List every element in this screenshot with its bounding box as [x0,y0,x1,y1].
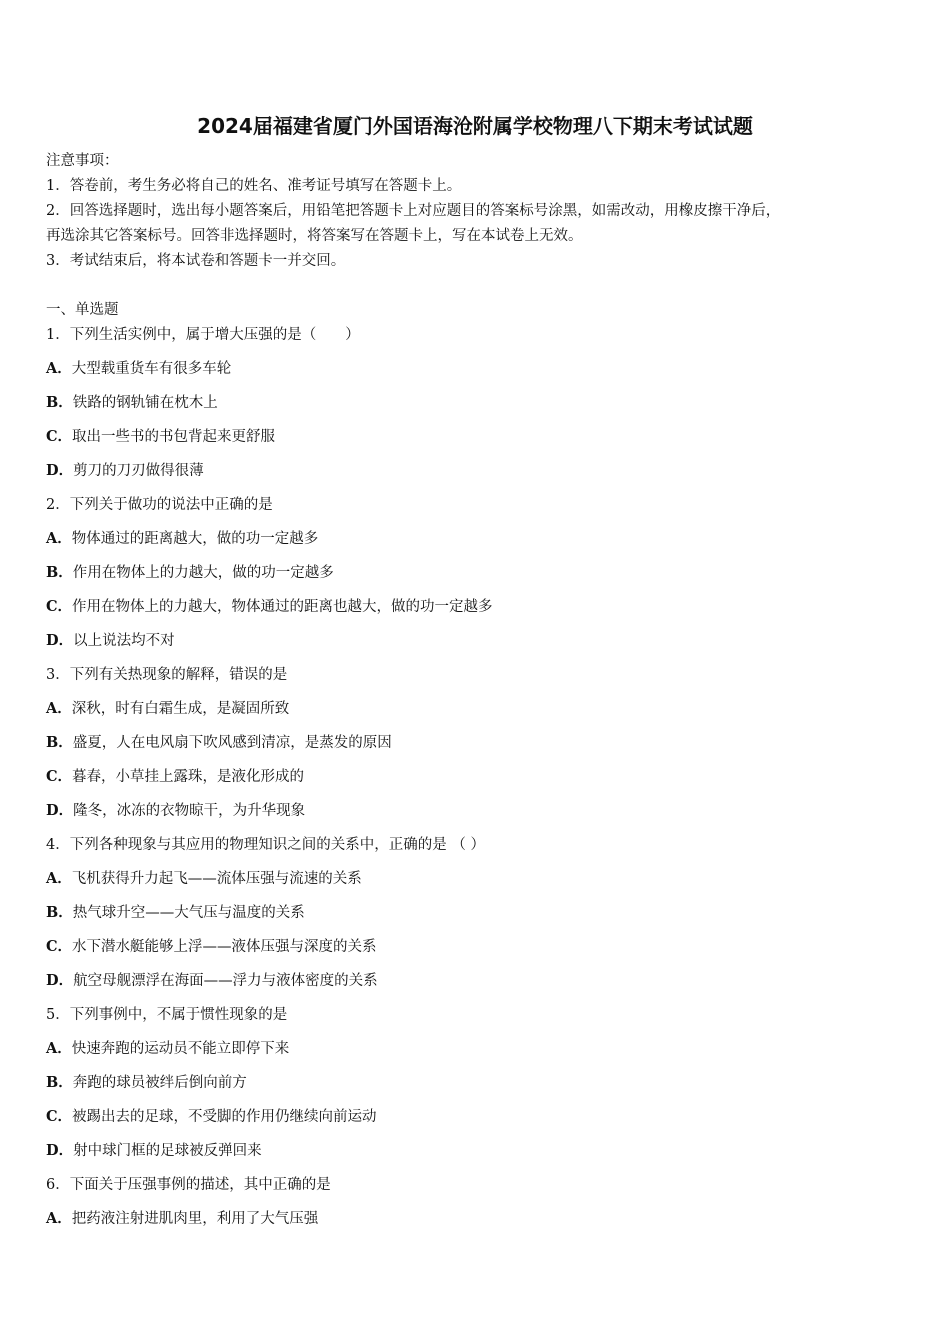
option-letter: D． [46,802,74,819]
option-c [46,767,304,787]
option-letter: A． [46,870,72,887]
option-b [46,903,305,923]
option-text: 热气球升空——大气压与温度的关系 [72,905,305,921]
option-letter: A． [46,1210,72,1227]
option-letter: B． [46,564,73,581]
option-a [46,359,231,379]
option-c [46,1107,377,1127]
option-letter: D． [46,462,74,479]
option-letter: C． [46,598,73,615]
option-a [46,1209,318,1229]
option-text: 快速奔跑的运动员不能立即停下来 [71,1041,290,1057]
option-text: 铁路的钢轨铺在枕木上 [72,395,218,411]
notice-item: 1．答卷前，考生务必将自己的姓名、准考证号填写在答题卡上。 [46,178,462,194]
option-d [46,461,204,481]
option-letter: A． [46,360,72,377]
option-text: 作用在物体上的力越大，物体通过的距离也越大，做的功一定越多 [72,599,493,615]
option-b [46,393,218,413]
option-text: 被踢出去的足球，不受脚的作用仍继续向前运动 [72,1109,377,1125]
option-text: 奔跑的球员被绊后倒向前方 [72,1075,247,1091]
option-text: 射中球门框的足球被反弹回来 [73,1143,262,1159]
option-c [46,427,275,447]
question-stem: 3．下列有关热现象的解释，错误的是 [46,667,288,683]
option-text: 深秋，时有白霜生成，是凝固所致 [71,701,290,717]
section-heading: 一、单选题 [46,302,119,318]
option-a [46,529,318,549]
option-letter: D． [46,972,74,989]
question-stem: 6．下面关于压强事例的描述，其中正确的是 [46,1177,331,1193]
option-c [46,597,493,617]
option-letter: C． [46,428,73,445]
option-text: 盛夏，人在电风扇下吹风感到清凉，是蒸发的原因 [72,735,392,751]
option-text: 剪刀的刀刃做得很薄 [73,463,204,479]
option-text: 物体通过的距离越大，做的功一定越多 [71,531,319,547]
question-stem: 1．下列生活实例中，属于增大压强的是（ ） [46,327,360,343]
option-text: 暮春，小草挂上露珠，是液化形成的 [72,769,305,785]
option-letter: C． [46,1108,73,1125]
option-text: 作用在物体上的力越大，做的功一定越多 [72,565,334,581]
option-letter: C． [46,768,73,785]
option-letter: C． [46,938,73,955]
option-a [46,1039,289,1059]
option-text: 飞机获得升力起飞——流体压强与流速的关系 [71,871,362,887]
option-d [46,971,378,991]
option-text: 把药液注射进肌肉里，利用了大气压强 [71,1211,319,1227]
option-b [46,733,392,753]
option-d [46,1141,262,1161]
option-letter: D． [46,1142,74,1159]
option-d [46,801,305,821]
option-text: 以上说法均不对 [73,633,175,649]
option-letter: B． [46,1074,73,1091]
question-stem: 4．下列各种现象与其应用的物理知识之间的关系中，正确的是 （ ） [46,837,485,853]
option-a [46,869,362,889]
option-letter: A． [46,1040,72,1057]
option-d [46,631,175,651]
option-text: 水下潜水艇能够上浮——液体压强与深度的关系 [72,939,377,955]
question-stem: 5．下列事例中，不属于惯性现象的是 [46,1007,288,1023]
notice-heading: 注意事项： [46,153,119,169]
option-letter: B． [46,904,73,921]
option-letter: B． [46,394,73,411]
option-letter: D． [46,632,74,649]
option-text: 取出一些书的书包背起来更舒服 [72,429,276,445]
notice-item: 3．考试结束后，将本试卷和答题卡一并交回。 [46,253,346,269]
option-b [46,1073,247,1093]
option-letter: A． [46,700,72,717]
notice-item: 2．回答选择题时，选出每小题答案后，用铅笔把答题卡上对应题目的答案标号涂黑，如需改动，用橡皮擦干净后， [46,203,781,219]
option-text: 大型载重货车有很多车轮 [71,361,232,377]
page-title: 2024届福建省厦门外国语海沧附属学校物理八下期末考试试题 [197,114,753,138]
option-text: 航空母舰漂浮在海面——浮力与液体密度的关系 [73,973,378,989]
option-b [46,563,334,583]
question-stem: 2．下列关于做功的说法中正确的是 [46,497,273,513]
option-letter: A． [46,530,72,547]
option-a [46,699,289,719]
option-text: 隆冬，冰冻的衣物晾干，为升华现象 [73,803,306,819]
notice-item: 再选涂其它答案标号。回答非选择题时，将答案写在答题卡上，写在本试卷上无效。 [46,228,583,244]
option-letter: B． [46,734,73,751]
option-c [46,937,377,957]
